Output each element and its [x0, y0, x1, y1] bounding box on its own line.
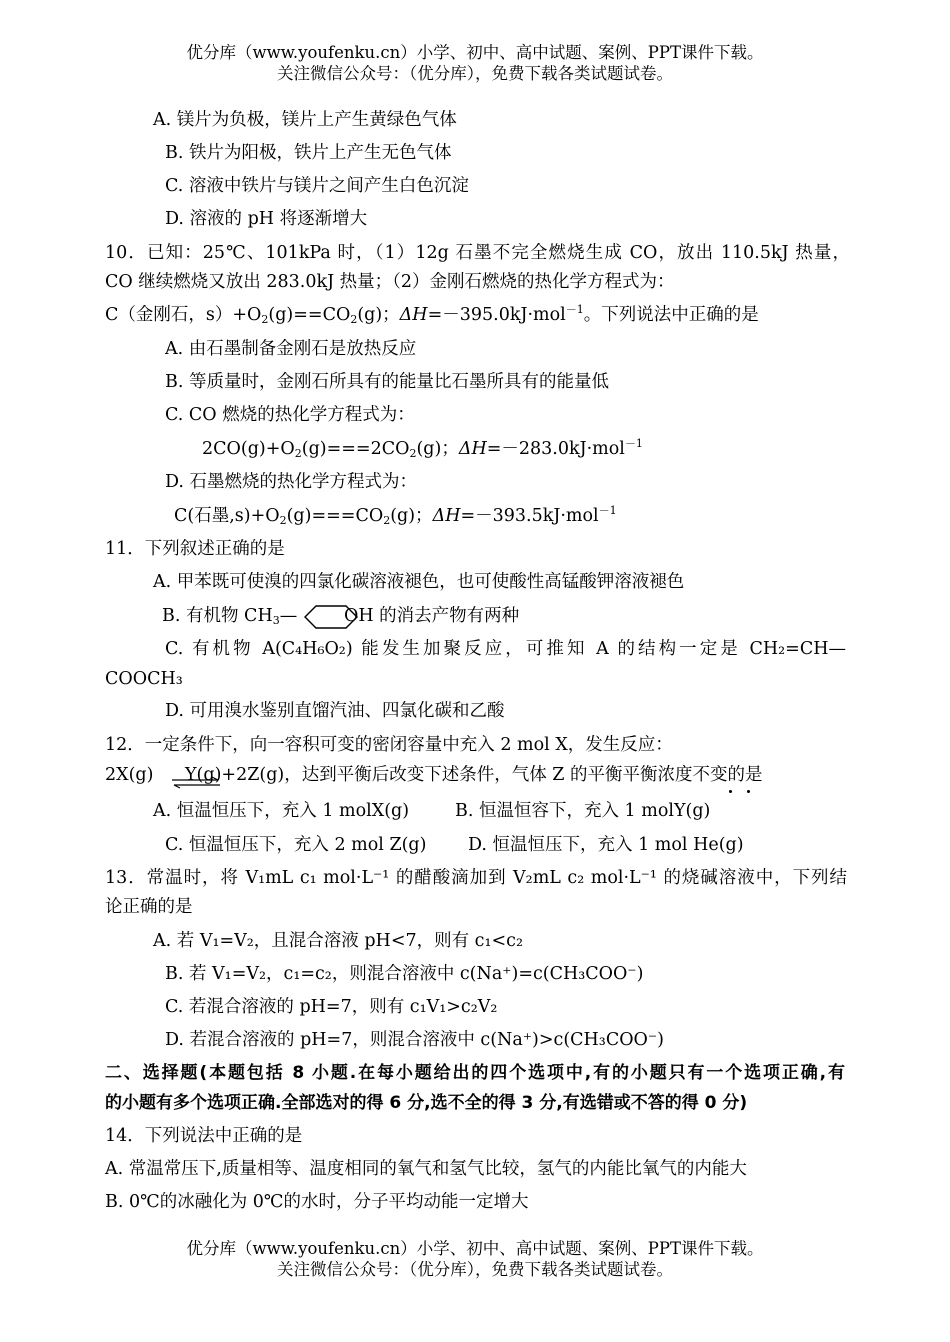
q9-option-a: A. 镁片为负极，镁片上产生黄绿色气体 [153, 110, 457, 130]
q12-stem-line1: 12．一定条件下，向一容积可变的密闭容量中充入 2 mol X，发生反应： [105, 735, 673, 755]
q11-option-b-prefix: B. 有机物 $CH_3—$ [162, 606, 298, 627]
q13-option-a: A. 若 V₁=V₂，且混合溶液 pH<7，则有 c₁<c₂ [153, 931, 523, 951]
q11-option-c-line2: COOCH₃ [105, 669, 183, 689]
q11-stem: 11．下列叙述正确的是 [105, 539, 285, 559]
q11-option-c-line1: C. 有机物 A(C₄H₆O₂) 能发生加聚反应，可推知 A 的结构一定是 CH₂=CH— [165, 639, 846, 659]
q13-stem-line1: 13．常温时，将 V₁mL c₁ mol·L⁻¹ 的醋酸滴加到 V₂mL c₂ mol·L⁻¹ 的烧碱溶液中，下列结 [105, 868, 847, 888]
emphasis-dot [747, 790, 750, 793]
q11-option-d: D. 可用溴水鉴别直馏汽油、四氯化碳和乙酸 [165, 701, 505, 721]
q10-stem-line1: 10．已知：25℃、101kPa 时，（1）12g 石墨不完全燃烧生成 CO，放出 110.5kJ 热量， [105, 243, 850, 263]
q10-option-c: C. CO 燃烧的热化学方程式为： [165, 405, 415, 425]
page-header-line1: 优分库（www.youfenku.cn）小学、初中、高中试题、案例、PPT课件下载。 [186, 43, 764, 62]
q13-stem-line2: 论正确的是 [105, 897, 193, 917]
q12-option-d: D. 恒温恒压下，充入 1 mol He(g) [468, 835, 744, 855]
q10-option-d: D. 石墨燃烧的热化学方程式为： [165, 472, 418, 492]
q10-stem-line2: CO 继续燃烧又放出 283.0kJ 热量；（2）金刚石燃烧的热化学方程式为： [105, 272, 675, 292]
q12-option-b: B. 恒温恒容下，充入 1 molY(g) [455, 801, 711, 821]
q10-option-c-equation: $2CO(g)+O_2(g)===2CO_2(g)$；ΔH=－283.0kJ·mol$^{-1}$ [202, 437, 643, 460]
q14-option-a: A. 常温常压下,质量相等、温度相同的氧气和氢气比较，氢气的内能比氧气的内能大 [105, 1159, 747, 1179]
emphasis-dot [729, 790, 732, 793]
q10-option-b: B. 等质量时，金刚石所具有的能量比石墨所具有的能量低 [165, 372, 609, 392]
section2-heading-line1: 二、选择题(本题包括 8 小题.在每小题给出的四个选项中,有的小题只有一个选项正确,有 [105, 1063, 845, 1083]
q12-stem-line2-left: 2X(g) [105, 765, 154, 785]
page-footer-line1: 优分库（www.youfenku.cn）小学、初中、高中试题、案例、PPT课件下载。 [186, 1239, 764, 1258]
q11-option-b-suffix: OH 的消去产物有两种 [344, 606, 520, 626]
q12-option-c: C. 恒温恒压下，充入 2 mol Z(g) [165, 835, 427, 855]
q10-option-d-equation: C(石墨$,s)+O_2(g)===CO_2(g)$；ΔH=－393.5kJ·mol$^{-1}$ [174, 504, 617, 527]
q10-stem-line3: C（金刚石，$s)+O_2(g)==CO_2(g)$；ΔH=－395.0kJ·mol$^{-1}$。下列说法中正确的是 [105, 303, 759, 326]
page-header-line2: 关注微信公众号：（优分库），免费下载各类试题试卷。 [277, 64, 673, 83]
q14-stem: 14．下列说法中正确的是 [105, 1126, 303, 1146]
q13-option-c: C. 若混合溶液的 pH=7，则有 c₁V₁>c₂V₂ [165, 997, 498, 1017]
section2-heading-line2: 的小题有多个选项正确.全部选对的得 6 分,选不全的得 3 分,有选错或不答的得 0 分) [105, 1093, 748, 1113]
q11-option-a: A. 甲苯既可使溴的四氯化碳溶液褪色，也可使酸性高锰酸钾溶液褪色 [153, 572, 685, 592]
q12-option-a: A. 恒温恒压下，充入 1 molX(g) [153, 801, 410, 821]
q12-stem-line2-right: Y(g)+2Z(g)，达到平衡后改变下述条件，气体 Z 的平衡平衡浓度不变的是 [185, 765, 763, 785]
q14-option-b: B. 0℃的冰融化为 0℃的水时，分子平均动能一定增大 [105, 1192, 529, 1212]
q13-option-d: D. 若混合溶液的 pH=7，则混合溶液中 c(Na⁺)>c(CH₃COO⁻) [165, 1030, 664, 1050]
q9-option-c: C. 溶液中铁片与镁片之间产生白色沉淀 [165, 176, 469, 196]
q13-option-b: B. 若 V₁=V₂，c₁=c₂，则混合溶液中 c(Na⁺)=c(CH₃COO⁻) [165, 964, 644, 984]
q10-option-a: A. 由石墨制备金刚石是放热反应 [165, 339, 417, 359]
q9-option-d: D. 溶液的 pH 将逐渐增大 [165, 209, 368, 229]
q9-option-b: B. 铁片为阳极，铁片上产生无色气体 [165, 143, 452, 163]
page-footer-line2: 关注微信公众号：（优分库），免费下载各类试题试卷。 [277, 1260, 673, 1279]
